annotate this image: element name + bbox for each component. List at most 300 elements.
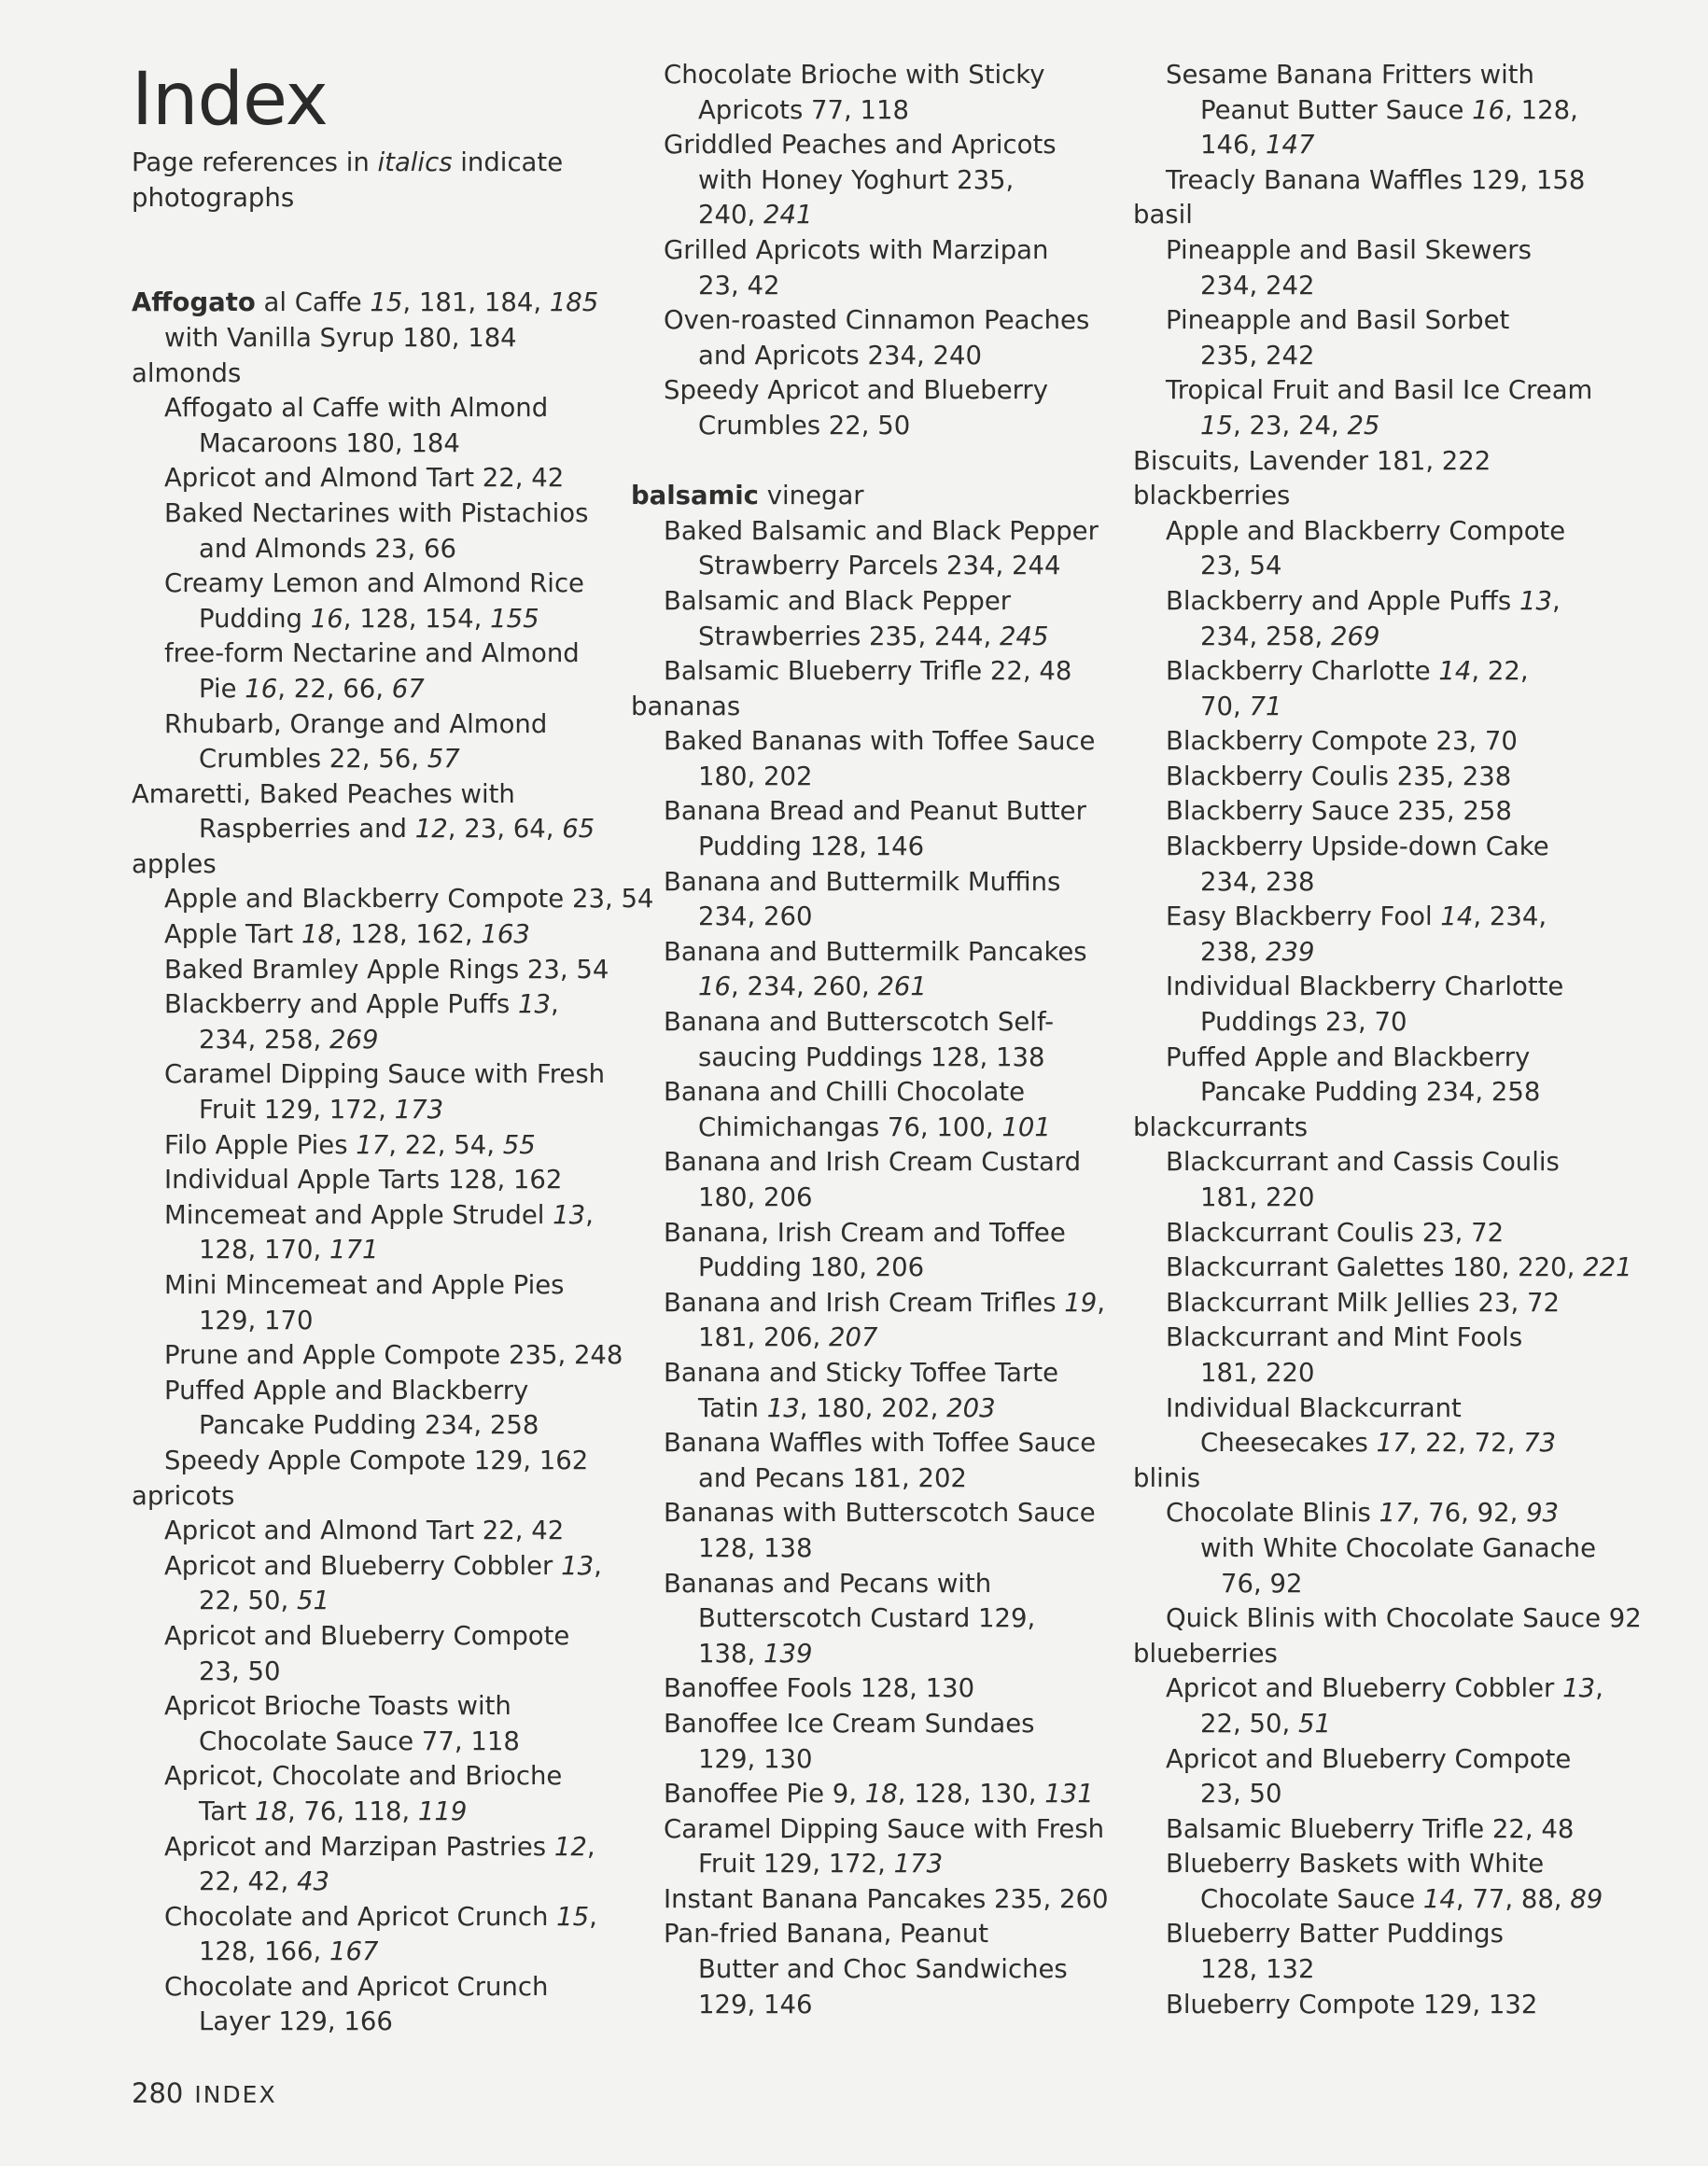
- index-entry: [1133, 865, 1642, 901]
- index-text: Creamy Lemon and Almond Rice: [164, 568, 584, 599]
- photo-page-ref: 89: [1570, 1883, 1603, 1914]
- index-entry: [1133, 1531, 1642, 1567]
- index-entry: [631, 373, 1108, 409]
- index-entry: [1133, 1567, 1642, 1602]
- index-text: 238,: [1200, 936, 1266, 967]
- index-entry: [631, 900, 1108, 935]
- index-text: blackberries: [1133, 481, 1291, 511]
- index-text: Apricot and Marzipan Pastries: [164, 1831, 554, 1862]
- index-text: Layer 129, 166: [199, 2006, 393, 2037]
- index-text: Butter and Choc Sandwiches: [698, 1954, 1068, 1985]
- index-entry: [132, 987, 653, 1023]
- index-text: Blueberry Batter Puddings: [1166, 1919, 1504, 1949]
- index-entry: [631, 1531, 1108, 1567]
- photo-page-ref: 155: [490, 603, 539, 634]
- index-text: Blackberry Coulis 235, 238: [1166, 761, 1512, 791]
- index-entry: [631, 1882, 1108, 1918]
- index-text: Banoffee Fools 128, 130: [664, 1673, 975, 1704]
- index-entry: [631, 1111, 1108, 1146]
- index-heading: [132, 847, 653, 883]
- index-entry: [132, 391, 653, 426]
- index-entry: [631, 794, 1108, 830]
- index-text: Tatin: [698, 1392, 767, 1423]
- footer-section-label: INDEX: [194, 2081, 277, 2108]
- photo-page-ref: 239: [1265, 936, 1315, 967]
- index-text: ,: [589, 1901, 597, 1932]
- index-text: 181, 220: [1200, 1357, 1315, 1388]
- photo-page-ref: 17: [356, 1129, 389, 1160]
- index-text: ,: [594, 1550, 602, 1581]
- index-text: Apple and Blackberry Compote: [1166, 515, 1566, 546]
- index-entry: [631, 1637, 1108, 1672]
- index-entry: [631, 1777, 1108, 1812]
- index-text: with Honey Yoghurt 235,: [698, 164, 1015, 195]
- index-entry: [631, 339, 1108, 374]
- photo-page-ref: 203: [946, 1392, 996, 1423]
- spacer: [132, 216, 653, 251]
- photo-page-ref: 13: [561, 1550, 595, 1581]
- index-heading: [631, 690, 1108, 725]
- index-text: 22, 42,: [199, 1866, 297, 1897]
- index-text: Banana and Irish Cream Custard: [664, 1147, 1082, 1178]
- index-text: apples: [132, 848, 217, 879]
- photo-page-ref: 67: [391, 673, 425, 704]
- index-column-2: [631, 58, 1108, 2022]
- index-text: Pudding 180, 206: [698, 1252, 925, 1283]
- index-text: Pancake Pudding 234, 258: [199, 1410, 539, 1441]
- index-text: Pan-fried Banana, Peanut: [664, 1919, 989, 1949]
- index-text: ,: [586, 1831, 595, 1862]
- index-entry: [132, 426, 653, 462]
- index-entry: [132, 321, 653, 356]
- index-entry: [631, 1075, 1108, 1111]
- index-text: 23, 50: [1200, 1779, 1282, 1810]
- index-entry: [1133, 128, 1642, 163]
- index-entry: [1133, 514, 1642, 550]
- spacer: [132, 251, 653, 286]
- index-text: Treacly Banana Waffles 129, 158: [1166, 164, 1586, 195]
- index-text: and Pecans 181, 202: [698, 1462, 967, 1493]
- index-text: with White Chocolate Ganache: [1200, 1532, 1597, 1563]
- index-entry: [1133, 1426, 1642, 1461]
- index-text: Instant Banana Pancakes 235, 260: [664, 1883, 1109, 1914]
- index-text: bananas: [631, 691, 741, 721]
- index-text: Blackberry Charlotte: [1166, 656, 1439, 687]
- index-entry: [132, 1830, 653, 1866]
- index-text: Affogato al Caffe with Almond: [164, 393, 549, 424]
- photo-page-ref: 139: [763, 1638, 813, 1669]
- index-entry: [1133, 620, 1642, 655]
- index-entry: [1133, 1321, 1642, 1356]
- index-text: Quick Blinis with Chocolate Sauce 92: [1166, 1603, 1642, 1634]
- index-text: 181, 206,: [698, 1322, 829, 1353]
- index-text: Balsamic Blueberry Trifle 22, 48: [664, 656, 1072, 687]
- photo-page-ref: 17: [1376, 1428, 1409, 1459]
- index-entry: [631, 93, 1108, 129]
- index-text: , 77, 88,: [1455, 1883, 1571, 1914]
- index-text: Banana and Butterscotch Self-: [664, 1007, 1055, 1038]
- index-entry: [132, 1759, 653, 1795]
- index-entry: [1133, 1812, 1642, 1848]
- index-text: Chimichangas 76, 100,: [698, 1111, 1002, 1142]
- photo-page-ref: 25: [1347, 410, 1380, 440]
- index-text: 70,: [1200, 691, 1250, 721]
- index-text: Strawberries 235, 244,: [698, 621, 1000, 651]
- index-text: Chocolate Brioche with Sticky: [664, 60, 1045, 90]
- index-text: 234, 238: [1200, 866, 1315, 897]
- index-text: , 128, 154,: [343, 603, 491, 634]
- index-text: 22, 50,: [1200, 1708, 1298, 1739]
- index-entry: [631, 584, 1108, 620]
- index-entry: [1133, 163, 1642, 199]
- index-text: Caramel Dipping Sauce with Fresh: [664, 1813, 1105, 1844]
- index-entry: [631, 303, 1108, 339]
- photo-page-ref: 14: [1440, 901, 1474, 932]
- index-entry: [631, 514, 1108, 550]
- index-header: [132, 60, 653, 286]
- index-entry: [132, 1865, 653, 1900]
- index-text: Pudding: [199, 603, 311, 634]
- index-entry: [1133, 1707, 1642, 1742]
- index-text: Chocolate and Apricot Crunch: [164, 1901, 557, 1932]
- index-entry: [1133, 970, 1642, 1005]
- photo-page-ref: 18: [301, 919, 334, 950]
- index-entry: [631, 1917, 1108, 1952]
- index-text: Butterscotch Custard 129,: [698, 1603, 1036, 1634]
- index-text: Blueberry Baskets with White: [1166, 1849, 1545, 1880]
- index-entry: [1133, 269, 1642, 304]
- index-entry: [1133, 830, 1642, 865]
- index-text: 180, 206: [698, 1182, 813, 1212]
- index-entry: [132, 1374, 653, 1409]
- photo-page-ref: 15: [556, 1901, 590, 1932]
- index-entry: [1133, 1181, 1642, 1216]
- index-text: Raspberries and: [199, 814, 415, 845]
- index-text: Blackcurrant and Cassis Coulis: [1166, 1147, 1560, 1178]
- page-number: 280: [132, 2077, 184, 2109]
- index-text: , 128, 130,: [897, 1779, 1045, 1810]
- index-entries: [631, 58, 1108, 2022]
- index-text: 235, 242: [1200, 340, 1315, 370]
- index-entry: [631, 654, 1108, 690]
- index-text: Chocolate and Apricot Crunch: [164, 1971, 549, 2002]
- index-text: blinis: [1133, 1462, 1201, 1493]
- photo-page-ref: 163: [481, 919, 530, 950]
- index-text: Peanut Butter Sauce: [1200, 94, 1473, 125]
- index-text: Individual Apple Tarts 128, 162: [164, 1165, 563, 1195]
- index-text: , 22, 66,: [277, 673, 392, 704]
- index-entry: [1133, 794, 1642, 830]
- index-heading: [631, 479, 1108, 514]
- index-text: Griddled Peaches and Apricots: [664, 130, 1057, 161]
- index-entry: [1133, 93, 1642, 129]
- index-text: Banana Bread and Peanut Butter: [664, 796, 1086, 827]
- index-entry: [132, 1655, 653, 1690]
- index-text: Apricot, Chocolate and Brioche: [164, 1761, 563, 1792]
- index-entry: [132, 812, 653, 847]
- photo-page-ref: 131: [1044, 1779, 1094, 1810]
- index-text: , 234, 260,: [731, 971, 878, 1002]
- photo-page-ref: 43: [296, 1866, 329, 1897]
- index-text: Rhubarb, Orange and Almond: [164, 708, 548, 739]
- index-entry: [631, 269, 1108, 304]
- index-entry: [1133, 654, 1642, 690]
- photo-page-ref: 14: [1422, 1883, 1456, 1914]
- index-entry: [631, 1847, 1108, 1882]
- index-entry: [631, 760, 1108, 795]
- index-text: Strawberry Parcels 234, 244: [698, 551, 1061, 581]
- index-entry: [1133, 584, 1642, 620]
- index-note-italic-word: italics: [377, 147, 453, 177]
- index-note: [132, 146, 653, 181]
- index-text: 128, 138: [698, 1532, 813, 1563]
- index-text: Pudding 128, 146: [698, 831, 925, 862]
- index-entry: [1133, 409, 1642, 444]
- photo-page-ref: 18: [254, 1796, 287, 1826]
- index-text: Puffed Apple and Blackberry: [164, 1375, 529, 1405]
- index-entry: [132, 917, 653, 953]
- index-text: Blackberry and Apple Puffs: [164, 989, 518, 1020]
- index-text: Banana Waffles with Toffee Sauce: [664, 1428, 1097, 1459]
- index-entry: [1133, 1041, 1642, 1076]
- index-entry: [1133, 1391, 1642, 1427]
- index-text: Balsamic and Black Pepper: [664, 585, 1012, 616]
- index-text: 181, 220: [1200, 1182, 1315, 1212]
- index-text: Apple Tart: [164, 919, 301, 950]
- index-entry: [1133, 1005, 1642, 1041]
- index-entry: [631, 58, 1108, 93]
- index-heading: [1133, 444, 1642, 480]
- index-text: Individual Blackberry Charlotte: [1166, 971, 1564, 1002]
- index-entry: [132, 1023, 653, 1058]
- index-text: , 180, 202,: [799, 1392, 947, 1423]
- index-text: Chocolate Sauce 77, 118: [199, 1726, 520, 1756]
- index-text: , 23, 64,: [447, 814, 563, 845]
- index-entry: [631, 865, 1108, 901]
- index-text: Puddings 23, 70: [1200, 1007, 1407, 1038]
- index-entry: [1133, 1917, 1642, 1952]
- index-text: Tart: [199, 1796, 255, 1826]
- index-entry: [631, 1426, 1108, 1461]
- index-text: Banana and Irish Cream Trifles: [664, 1287, 1065, 1318]
- index-heading: [132, 777, 653, 813]
- index-entry: [132, 1970, 653, 2005]
- index-text: 234, 242: [1200, 270, 1315, 300]
- index-text: 129, 130: [698, 1743, 813, 1774]
- index-entry: [132, 882, 653, 917]
- index-entry: [1133, 549, 1642, 584]
- index-heading-bold: Affogato: [132, 287, 256, 318]
- index-text: Apricot and Blueberry Cobbler: [1166, 1673, 1563, 1704]
- index-heading-bold: balsamic: [631, 481, 759, 511]
- index-entry: [132, 566, 653, 602]
- index-text: 128, 170,: [199, 1235, 329, 1265]
- index-text: Blackcurrant Galettes 180, 220,: [1166, 1252, 1584, 1283]
- photo-page-ref: 65: [562, 814, 595, 845]
- index-text: Pancake Pudding 234, 258: [1200, 1077, 1541, 1108]
- index-text: Banoffee Ice Cream Sundaes: [664, 1708, 1035, 1739]
- index-heading: [132, 356, 653, 392]
- index-text: Apricot Brioche Toasts with: [164, 1691, 511, 1722]
- photo-page-ref: 13: [517, 989, 551, 1020]
- index-entry: [132, 1900, 653, 1935]
- photo-page-ref: 16: [698, 971, 731, 1002]
- index-text: Banana and Sticky Toffee Tarte: [664, 1357, 1059, 1388]
- index-text: Apricot and Blueberry Cobbler: [164, 1550, 562, 1581]
- index-entry: [631, 830, 1108, 865]
- index-entry: [1133, 1145, 1642, 1181]
- index-entry: [1133, 1496, 1642, 1531]
- index-entry: [631, 970, 1108, 1005]
- index-text: Bananas with Butterscotch Sauce: [664, 1498, 1096, 1529]
- index-text: Tropical Fruit and Basil Ice Cream: [1166, 375, 1593, 406]
- index-text: , 128,: [1505, 94, 1578, 125]
- photo-page-ref: 269: [329, 1024, 379, 1055]
- index-entry: [132, 1408, 653, 1444]
- index-entry: [631, 128, 1108, 163]
- index-entry: [1133, 1847, 1642, 1882]
- index-entry: [631, 1496, 1108, 1531]
- index-text: al Caffe: [255, 287, 371, 318]
- index-entry: [1133, 900, 1642, 935]
- index-entry: [132, 602, 653, 637]
- index-text: , 76, 92,: [1411, 1498, 1527, 1529]
- index-entry: [132, 1935, 653, 1970]
- index-text: Baked Bramley Apple Rings 23, 54: [164, 954, 609, 985]
- index-text: Chocolate Sauce: [1200, 1883, 1423, 1914]
- index-note-text: Page references in: [132, 147, 378, 177]
- index-entry: [132, 707, 653, 743]
- index-text: Banana, Irish Cream and Toffee: [664, 1217, 1066, 1248]
- index-note-text: indicate: [452, 147, 564, 177]
- index-text: 23, 42: [698, 270, 780, 300]
- index-entry: [1133, 58, 1642, 93]
- index-text: Apricot and Blueberry Compote: [164, 1620, 570, 1651]
- index-entry: [1133, 724, 1642, 760]
- index-entry: [631, 1145, 1108, 1181]
- index-entry: [132, 1128, 653, 1164]
- spacer: [631, 444, 1108, 480]
- index-text: , 234,: [1473, 901, 1547, 932]
- index-text: Easy Blackberry Fool: [1166, 901, 1441, 932]
- index-text: Blackberry and Apple Puffs: [1166, 585, 1519, 616]
- index-entry: [132, 1093, 653, 1128]
- photo-page-ref: 185: [549, 287, 599, 318]
- photo-page-ref: 119: [417, 1796, 468, 1826]
- index-text: Individual Blackcurrant: [1166, 1392, 1462, 1423]
- index-entry: [132, 672, 653, 707]
- index-text: ,: [585, 1199, 594, 1230]
- photo-page-ref: 15: [370, 287, 403, 318]
- index-text: 76, 92: [1221, 1568, 1303, 1599]
- index-text: Banana and Buttermilk Muffins: [664, 866, 1061, 897]
- index-entry: [132, 1338, 653, 1374]
- index-entry: [1133, 1251, 1642, 1286]
- index-text: 146,: [1200, 130, 1266, 161]
- photo-page-ref: 12: [414, 814, 448, 845]
- index-entry: [132, 1619, 653, 1655]
- index-text: Blackberry Upside-down Cake: [1166, 831, 1549, 862]
- index-heading: [132, 1479, 653, 1515]
- index-text: 180, 202: [698, 761, 813, 791]
- photo-page-ref: 16: [1472, 94, 1505, 125]
- index-entry: [132, 1444, 653, 1479]
- index-entry: [1133, 1216, 1642, 1251]
- index-entry: [132, 461, 653, 496]
- index-entry: [631, 1567, 1108, 1602]
- photo-page-ref: 221: [1583, 1252, 1632, 1283]
- photo-page-ref: 14: [1438, 656, 1472, 687]
- photo-page-ref: 167: [329, 1936, 379, 1967]
- index-text: Blackberry Sauce 235, 258: [1166, 796, 1512, 827]
- index-entry: [631, 1391, 1108, 1427]
- index-text: Caramel Dipping Sauce with Fresh: [164, 1059, 606, 1090]
- index-entry: [631, 1005, 1108, 1041]
- index-entry: [631, 1461, 1108, 1497]
- photo-page-ref: 241: [763, 200, 813, 231]
- index-text: basil: [1133, 200, 1193, 231]
- index-entry: [631, 1356, 1108, 1391]
- index-entry: [631, 1671, 1108, 1707]
- photo-page-ref: 73: [1523, 1428, 1557, 1459]
- index-text: apricots: [132, 1480, 235, 1511]
- index-text: Chocolate Blinis: [1166, 1498, 1379, 1529]
- index-text: , 76, 118,: [287, 1796, 418, 1826]
- index-entry: [132, 1514, 653, 1549]
- index-text: blackcurrants: [1133, 1111, 1309, 1142]
- index-text: Baked Balsamic and Black Pepper: [664, 515, 1099, 546]
- index-entry: [1133, 760, 1642, 795]
- index-entries: [1133, 58, 1642, 2022]
- index-text: Apricot and Almond Tart 22, 42: [164, 463, 565, 494]
- index-text: Biscuits, Lavender 181, 222: [1133, 445, 1491, 476]
- index-entry: [631, 935, 1108, 971]
- index-entry: [631, 1952, 1108, 1988]
- photo-page-ref: 269: [1330, 621, 1380, 651]
- index-text: Pie: [199, 673, 245, 704]
- index-text: Blackcurrant and Mint Fools: [1166, 1322, 1523, 1353]
- index-entry: [1133, 935, 1642, 971]
- index-text: ,: [1097, 1287, 1106, 1318]
- index-text: blueberries: [1133, 1638, 1278, 1669]
- index-heading: [132, 286, 653, 321]
- index-column-1: [132, 58, 653, 2040]
- photo-page-ref: 51: [296, 1586, 329, 1616]
- index-text: Mini Mincemeat and Apple Pies: [164, 1270, 565, 1300]
- index-entry: [1133, 233, 1642, 269]
- index-text: Blackberry Compote 23, 70: [1166, 726, 1518, 757]
- index-text: Apricot and Blueberry Compote: [1166, 1743, 1572, 1774]
- index-entry: [132, 1689, 653, 1725]
- index-text: 129, 170: [199, 1305, 314, 1335]
- index-text: , 23, 24,: [1233, 410, 1348, 440]
- index-text: Amaretti, Baked Peaches with: [132, 778, 515, 809]
- photo-page-ref: 16: [245, 673, 278, 704]
- index-text: 23, 50: [199, 1656, 281, 1686]
- index-entry: [631, 1251, 1108, 1286]
- index-entry: [132, 636, 653, 672]
- index-entry: [1133, 1988, 1642, 2023]
- index-text: 23, 54: [1200, 551, 1282, 581]
- index-entry: [132, 953, 653, 988]
- index-text: Filo Apple Pies: [164, 1129, 357, 1160]
- index-text: ,: [1551, 585, 1561, 616]
- index-text: Apricot and Almond Tart 22, 42: [164, 1516, 565, 1546]
- index-entry: [132, 496, 653, 532]
- index-text: 234, 258,: [1200, 621, 1331, 651]
- index-entry: [631, 1988, 1108, 2023]
- index-entry: [1133, 303, 1642, 339]
